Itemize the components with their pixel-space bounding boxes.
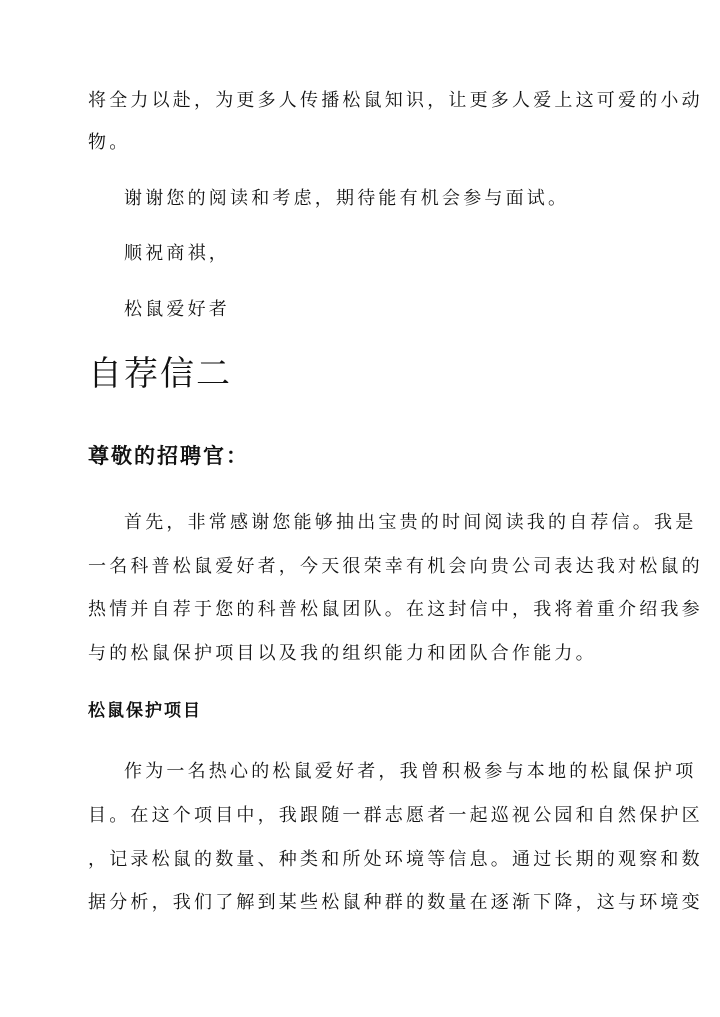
paragraph-line: 将全力以赴，为更多人传播松鼠知识，让更多人爱上这可爱的小动 bbox=[88, 90, 703, 111]
section-line: 据分析，我们了解到某些松鼠种群的数量在逐渐下降，这与环境变 bbox=[88, 892, 703, 913]
intro-line: 首先，非常感谢您能够抽出宝贵的时间阅读我的自荐信。我是 bbox=[124, 512, 697, 533]
section-line: 作为一名热心的松鼠爱好者，我曾积极参与本地的松鼠保护项 bbox=[124, 761, 697, 782]
section-line: ，记录松鼠的数量、种类和所处环境等信息。通过长期的观察和数 bbox=[88, 849, 703, 870]
signature-line: 松鼠爱好者 bbox=[124, 299, 230, 320]
closing-line: 顺祝商祺， bbox=[124, 243, 230, 264]
salutation: 尊敬的招聘官： bbox=[88, 443, 249, 468]
intro-line: 热情并自荐于您的科普松鼠团队。在这封信中，我将着重介绍我参 bbox=[88, 599, 703, 620]
thanks-line: 谢谢您的阅读和考虑，期待能有机会参与面试。 bbox=[124, 188, 570, 209]
letter-title: 自荐信二 bbox=[88, 354, 232, 394]
section-heading: 松鼠保护项目 bbox=[88, 701, 202, 721]
intro-line: 与的松鼠保护项目以及我的组织能力和团队合作能力。 bbox=[88, 643, 597, 664]
intro-line: 一名科普松鼠爱好者，今天很荣幸有机会向贵公司表达我对松鼠的 bbox=[88, 556, 703, 577]
paragraph-line: 物。 bbox=[88, 132, 131, 153]
section-line: 目。在这个项目中，我跟随一群志愿者一起巡视公园和自然保护区 bbox=[88, 805, 703, 826]
